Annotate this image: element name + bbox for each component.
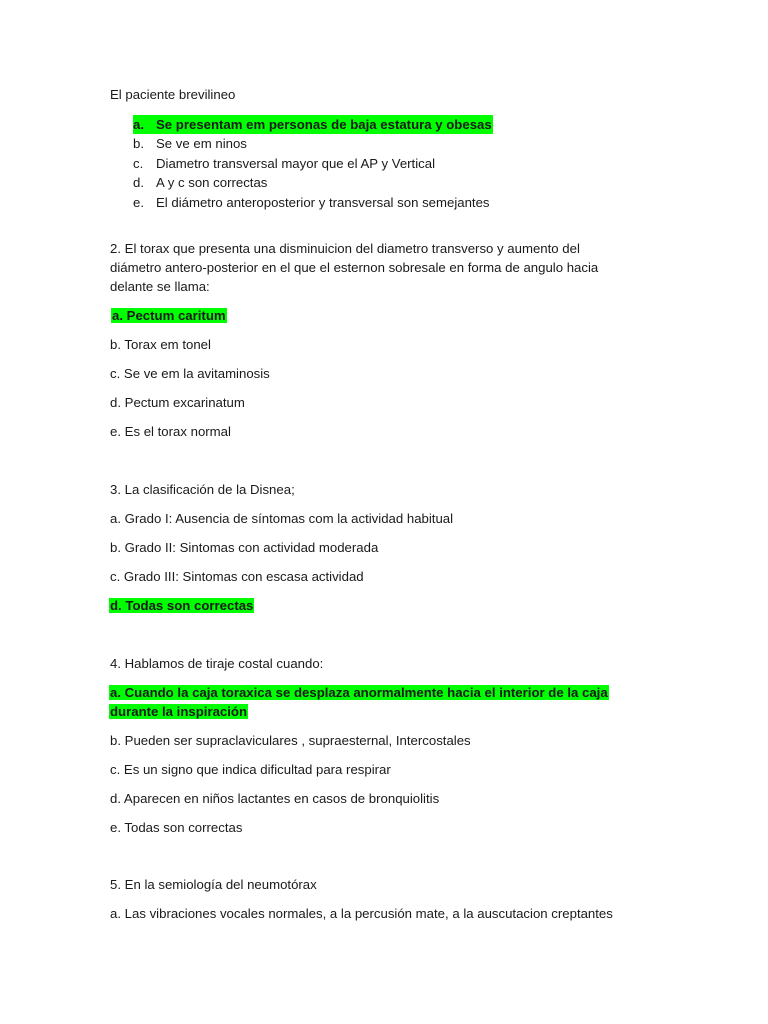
question-2-option-a-correct: a. Pectum caritum: [112, 308, 226, 323]
option-text: El diámetro anteroposterior y transversal son semejantes: [156, 194, 490, 210]
question-3-option-a: a. Grado I: Ausencia de síntomas com la actividad habitual: [110, 511, 454, 526]
question-1-option-c: [133, 154, 493, 173]
question-2-option-e: e. Es el torax normal: [110, 424, 231, 439]
question-1-option-b: [133, 134, 493, 153]
question-1-options: [133, 115, 493, 212]
question-1-option-a-correct: [133, 115, 493, 134]
question-3-title: 3. La clasificación de la Disnea;: [110, 482, 295, 497]
question-5-option-a: a. Las vibraciones vocales normales, a la percusión mate, a la auscutacion creptantes: [110, 906, 613, 921]
question-2-text-line-3: delante se llama:: [110, 279, 210, 294]
question-2-text-line-1: 2. El torax que presenta una disminuicion del diametro transverso y aumento del: [110, 241, 580, 256]
question-5-title: 5. En la semiología del neumotórax: [110, 877, 317, 892]
question-2-option-d: d. Pectum excarinatum: [110, 395, 245, 410]
option-text: Se ve em ninos: [156, 136, 247, 152]
question-4-option-e: e. Todas son correctas: [110, 820, 243, 835]
option-letter: b.: [133, 136, 144, 152]
question-3-option-d-correct: d. Todas son correctas: [110, 598, 254, 613]
question-2-option-b: b. Torax em tonel: [110, 337, 211, 352]
question-3-option-b: b. Grado II: Sintomas con actividad moderada: [110, 540, 379, 555]
question-3-option-c: c. Grado III: Sintomas con escasa actividad: [110, 569, 364, 584]
question-4-option-b: b. Pueden ser supraclaviculares , supraesternal, Intercostales: [110, 733, 471, 748]
option-letter: e.: [133, 194, 144, 210]
question-1-option-d: [133, 173, 493, 192]
question-4-title: 4. Hablamos de tiraje costal cuando:: [110, 656, 324, 671]
question-2-option-c: c. Se ve em la avitaminosis: [110, 366, 270, 381]
option-text: A y c son correctas: [156, 175, 268, 191]
option-text: Diametro transversal mayor que el AP y Vertical: [156, 155, 436, 171]
question-4-option-a-correct-line-2: durante la inspiración: [110, 704, 248, 719]
option-letter: c.: [133, 155, 144, 171]
question-4-option-c: c. Es un signo que indica dificultad para respirar: [110, 762, 391, 777]
question-1-option-e: [133, 193, 493, 212]
question-1-title: El paciente brevilineo: [110, 87, 236, 102]
question-4-option-a-correct-line-1: a. Cuando la caja toraxica se desplaza anormalmente hacia el interior de la caja: [110, 685, 608, 700]
option-text: Se presentam em personas de baja estatura y obesas: [156, 117, 492, 132]
option-letter: a.: [133, 117, 144, 132]
question-2-text-line-2: diámetro antero-posterior en el que el esternon sobresale en forma de angulo hacia: [110, 260, 599, 275]
option-letter: d.: [133, 175, 144, 191]
question-4-option-d: d. Aparecen en niños lactantes en casos de bronquiolitis: [110, 791, 440, 806]
